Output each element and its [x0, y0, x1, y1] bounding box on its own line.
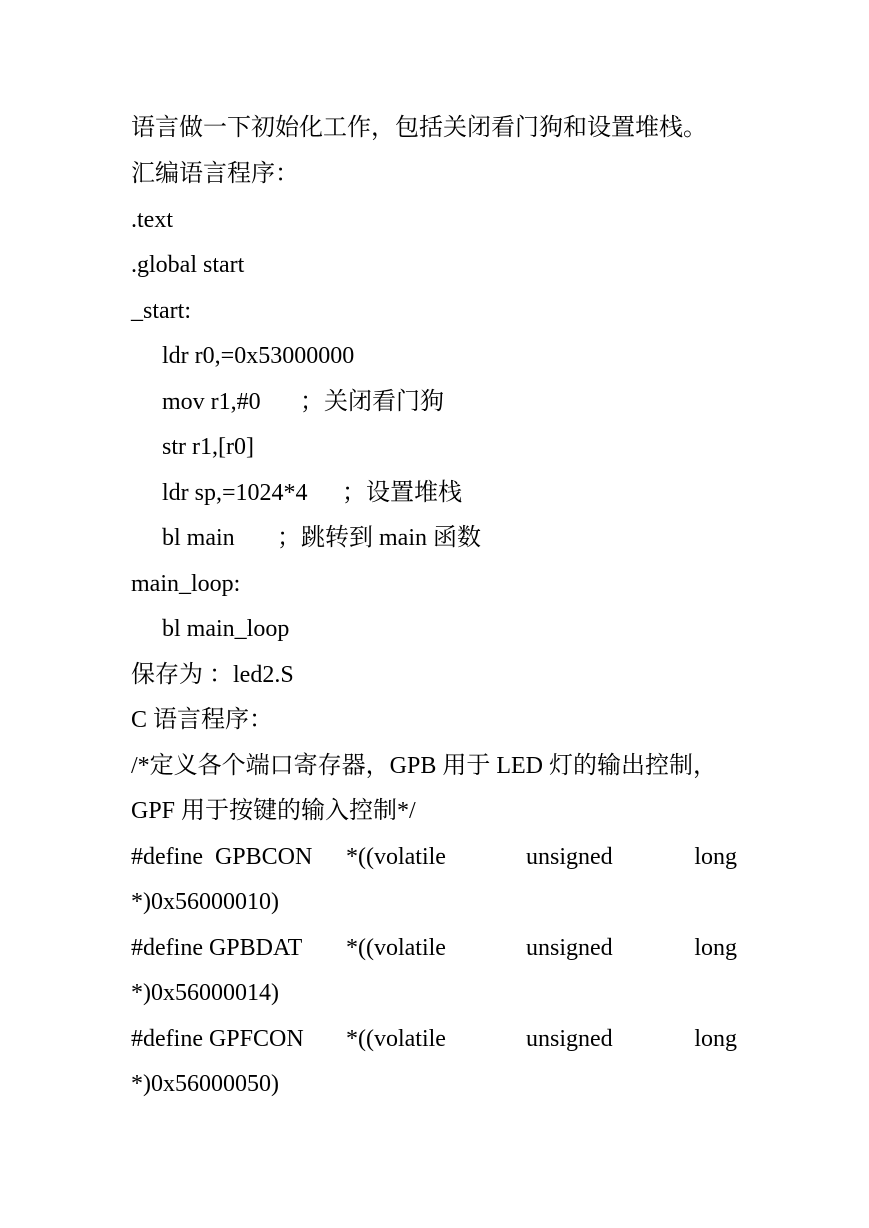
define-gpbcon-unsigned: unsigned: [526, 844, 613, 870]
define-gpfcon-row: [131, 1024, 737, 1054]
code-comment-jump: ；跳转到 main 函数: [277, 525, 481, 551]
define-gpbdat-long: long: [694, 935, 737, 961]
code-start-label: _start:: [131, 298, 191, 324]
define-gpbcon-keyword: #define GPBCON: [131, 844, 313, 870]
define-gpbdat-keyword: #define GPBDAT: [131, 935, 303, 961]
c-heading: C 语言程序：: [131, 707, 274, 733]
code-ldr-r0: ldr r0,=0x53000000: [162, 343, 355, 369]
define-gpbcon-address: *)0x56000010): [131, 889, 279, 915]
code-comment-watchdog: ；关闭看门狗: [300, 389, 444, 415]
code-text-directive: .text: [131, 207, 173, 233]
code-str-r1: str r1,[r0]: [162, 434, 254, 460]
code-main-loop-label: main_loop:: [131, 571, 241, 597]
intro-text: 语言做一下初始化工作，包括关闭看门狗和设置堆栈。: [131, 115, 707, 141]
asm-heading: 汇编语言程序：: [131, 161, 299, 187]
define-gpbdat-cast: *((volatile: [346, 935, 446, 961]
define-gpbcon-row: [131, 842, 737, 872]
define-gpfcon-long: long: [694, 1026, 737, 1052]
code-mov-r1: mov r1,#0: [162, 389, 261, 415]
code-comment-stack: ；设置堆栈: [342, 480, 462, 506]
save-as-text: 保存为 ：led2.S: [131, 662, 294, 688]
c-comment-line1: /*定义各个端口寄存器，GPB 用于 LED 灯的输出控制，: [131, 753, 718, 779]
define-gpfcon-address: *)0x56000050): [131, 1071, 279, 1097]
code-ldr-sp: ldr sp,=1024*4: [162, 480, 308, 506]
define-gpfcon-unsigned: unsigned: [526, 1026, 613, 1052]
define-gpbdat-address: *)0x56000014): [131, 980, 279, 1006]
define-gpbdat-unsigned: unsigned: [526, 935, 613, 961]
define-gpbcon-long: long: [694, 844, 737, 870]
code-mov-r1-row: [162, 387, 737, 417]
code-global-directive: .global start: [131, 252, 245, 278]
code-bl-main: bl main: [162, 525, 235, 551]
code-bl-main-loop: bl main_loop: [162, 616, 290, 642]
code-bl-main-row: [162, 523, 737, 553]
code-ldr-sp-row: [162, 478, 737, 508]
define-gpfcon-cast: *((volatile: [346, 1026, 446, 1052]
define-gpbcon-cast: *((volatile: [346, 844, 446, 870]
c-comment-line2: GPF 用于按键的输入控制*/: [131, 798, 416, 824]
define-gpfcon-keyword: #define GPFCON: [131, 1026, 304, 1052]
define-gpbdat-row: [131, 933, 737, 963]
